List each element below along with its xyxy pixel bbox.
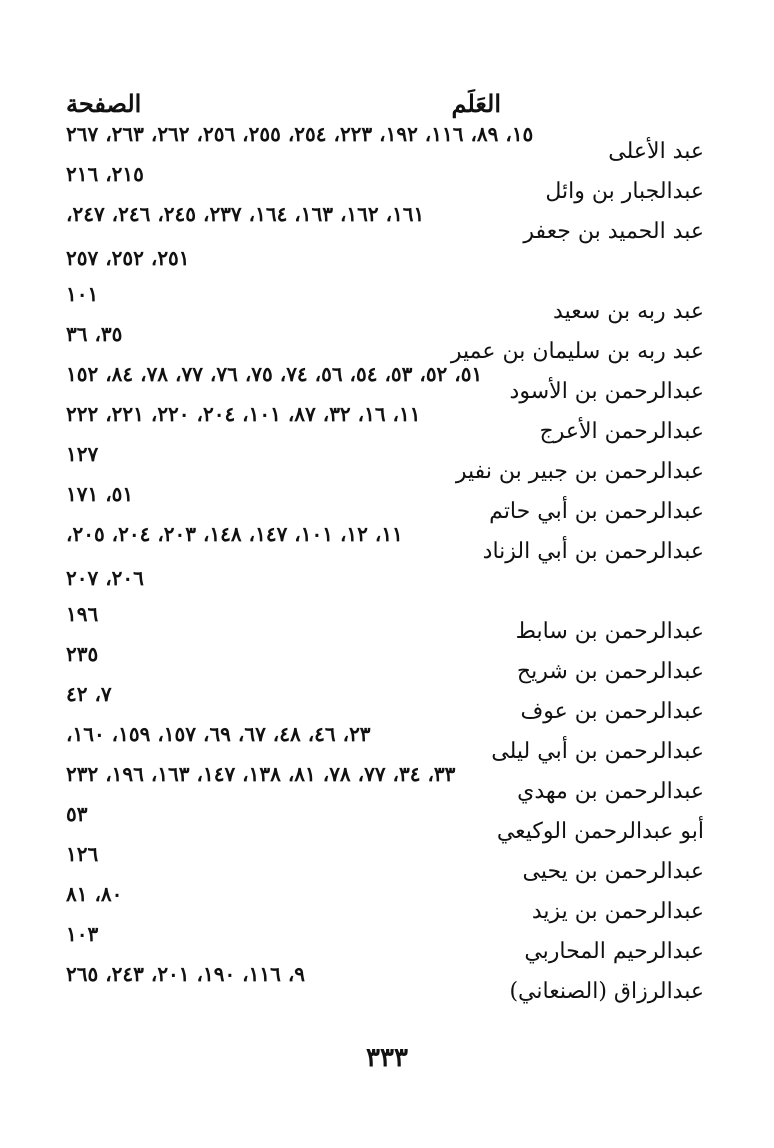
entry-pages: ١٠٣ [66,922,99,946]
page-column-heading: الصفحة [66,89,142,118]
entry-pages: ٢٥١، ٢٥٢، ٢٥٧ [66,246,190,270]
index-entry [0,402,774,452]
entry-name: عبدالجبار بن وائل [545,179,704,204]
entry-name: عبدالرحمن بن سابط [515,619,704,644]
entry-name: عبد الأعلى [608,139,704,164]
name-column-heading: العَلَم [451,89,501,118]
entry-pages: ٢٣٥ [66,642,99,666]
entry-name: عبد ربه بن سليمان بن عمير [450,339,704,364]
entry-pages: ١٥، ٨٩، ١١٦، ١٩٢، ٢٢٣، ٢٥٤، ٢٥٥، ٢٥٦، ٢٦٢، ٢٦٣، ٢٦٧ [66,122,534,146]
index-entry-continuation [0,246,774,292]
entry-name: عبدالرحمن بن مهدي [517,779,704,804]
entry-pages: ١٢٧ [66,442,99,466]
entry-pages: ١٦١، ١٦٢، ١٦٣، ١٦٤، ٢٣٧، ٢٤٥، ٢٤٦، ٢٤٧، [66,202,425,226]
entry-pages: ٢٣، ٤٦، ٤٨، ٦٧، ٦٩، ١٥٧، ١٥٩، ١٦٠، [66,722,371,746]
entry-name: عبدالرحمن بن أبي ليلى [491,739,704,764]
entry-name: عبدالرحمن بن يزيد [531,899,704,924]
entry-pages: ٥١، ٥٢، ٥٣، ٥٤، ٥٦، ٧٤، ٧٥، ٧٦، ٧٧، ٧٨، ٨٤، ١٥٢ [66,362,483,386]
entry-name: عبدالرحمن بن الأسود [509,379,704,404]
entry-name: عبد ربه بن سعيد [553,299,704,324]
entry-name: عبدالرحمن بن جبير بن نفير [455,459,704,484]
entry-name: عبدالرحمن بن يحيى [522,859,704,884]
entry-pages: ٩، ١١٦، ١٩٠، ٢٠١، ٢٤٣، ٢٦٥ [66,962,306,986]
index-entry [0,882,774,932]
entry-pages: ٢٠٦، ٢٠٧ [66,566,144,590]
entry-name: عبدالرحمن الأعرج [539,419,704,444]
entry-name: عبدالرحمن بن شريح [516,659,704,684]
entry-pages: ٣٥، ٣٦ [66,322,123,346]
index-entry [0,602,774,652]
entry-pages: ٢١٥، ٢١٦ [66,162,144,186]
entry-pages: ٣٣، ٣٤، ٧٧، ٧٨، ٨١، ١٣٨، ١٤٧، ١٦٣، ١٩٦، ٢٣٢ [66,762,456,786]
entry-name: عبدالرزاق (الصنعاني) [509,979,704,1004]
entry-name: عبدالرحمن بن أبي الزناد [482,539,704,564]
entry-name: عبدالرحمن بن أبي حاتم [489,499,704,524]
entry-name: عبدالرحمن بن عوف [520,699,704,724]
entry-pages: ١٢٦ [66,842,99,866]
entry-pages: ٨٠، ٨١ [66,882,123,906]
index-entry-continuation [0,566,774,612]
index-entry [0,642,774,692]
entry-pages: ١١، ١٦، ٣٢، ٨٧، ١٠١، ٢٠٤، ٢٢٠، ٢٢١، ٢٢٢ [66,402,421,426]
entry-pages: ٥١، ١٧١ [66,482,134,506]
entry-name: عبدالرحيم المحاربي [524,939,704,964]
entry-pages: ١٩٦ [66,602,99,626]
entry-pages: ١٠١ [66,282,99,306]
entry-pages: ٧، ٤٢ [66,682,112,706]
index-entry [0,802,774,852]
entry-pages: ٥٣ [66,802,88,826]
index-entry [0,762,774,812]
entry-name: عبد الحميد بن جعفر [523,219,704,244]
entry-pages: ١١، ١٢، ١٠١، ١٤٧، ١٤٨، ٢٠٣، ٢٠٤، ٢٠٥، [66,522,403,546]
entry-name: أبو عبدالرحمن الوكيعي [496,819,704,844]
index-entry [0,962,774,1012]
page-number: ٣٣٣ [366,1043,408,1073]
